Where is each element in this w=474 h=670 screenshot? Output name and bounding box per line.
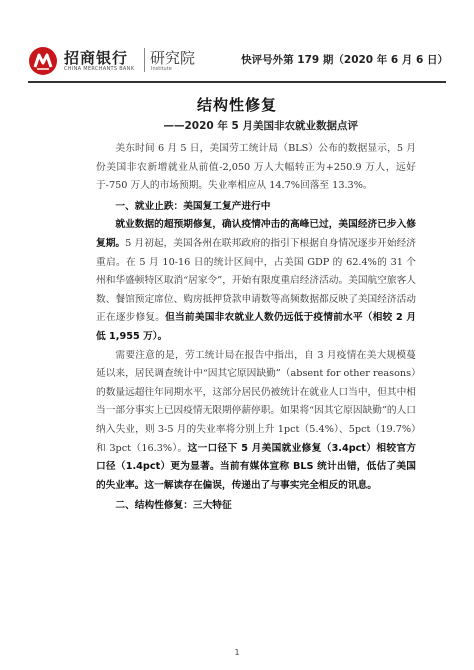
bold-text: 但当前美国非农就业人数仍远低于疫情前水平（相较 2 月低 1,955 万）。 [96, 312, 417, 342]
paragraph-intro: 美东时间 6 月 5 日，美国劳工统计局（BLS）公布的数据显示，5 月份美国非农新增就业从前值-2,050 万人大幅转正为+250.9 万人，远好于-750 万人的市场预期。失业率相应从 14.7%回落至 13.3%。 [96, 143, 416, 192]
bank-name: 招商银行 [64, 49, 129, 67]
section-heading-1: 一、就业止跌：美国复工复产进行中 [115, 200, 271, 212]
institute-english-name: Institute [151, 66, 172, 72]
document-subtitle: ——2020 年 5 月美国非农就业数据点评 [163, 120, 358, 132]
body-text: 5 月初起，美国各州在联邦政府的指引下根据自身情况逐步开始经济重启。在 5 月 10-16 日的统计区间中，占美国 GDP 的 62.4%的 31 个州和华盛顿特区取消“居家令”，开始有限度重启经济活动。美国航空旅客人数、餐馆预定席位、购房抵押贷款申请数等高频数据都反映了美国经济活动正在逐步修复。 [96, 237, 416, 324]
document-title: 结构性修复 [196, 96, 277, 114]
report-header [28, 44, 448, 78]
section-heading-2: 二、结构性修复：三大特征 [115, 500, 232, 512]
institute-name: 研究院 [150, 49, 196, 67]
cmb-logo-icon [28, 46, 58, 76]
bold-text: 就业数据的超预期修复，确认疫情冲击的高峰已过，美国经济已步入修复期。 [96, 219, 416, 249]
bold-text: 这一口径下 5 月美国就业修复（3.4pct）相较官方口径（1.4pct）更为显著。当前有媒体宣称 BLS 统计出错，低估了美国的失业率。这一解读存在偏误，传递出了与事实完全相反的讯息。 [96, 442, 416, 491]
paragraph-absence-note [96, 347, 416, 496]
paragraph-employment-recovery [96, 216, 416, 346]
header-divider [144, 48, 145, 72]
body-text: 需要注意的是，劳工统计局在报告中指出，自 3 月疫情在美大规模蔓延以来，居民调查统计中“因其它原因缺勤”（absent for other reasons）的数量远超往年同期水平，这部分居民仍被统计在就业人口当中，但其中相当一部分事实上已因疫情无限期停薪停职。如果将“因其它原因缺勤”的人口纳入失业，则 3-5 月的失业率将分别上升 1pct（5.4%）、5pct（19.7%）和 3pct（16.3%）。 [96, 349, 416, 454]
document-body [96, 140, 416, 516]
page-number: 1 [234, 648, 240, 657]
bank-english-name: CHINA MERCHANTS BANK [64, 66, 135, 72]
issue-number: 快评号外第 179 期（2020 年 6 月 6 日） [241, 54, 448, 66]
header-rule [28, 81, 446, 83]
